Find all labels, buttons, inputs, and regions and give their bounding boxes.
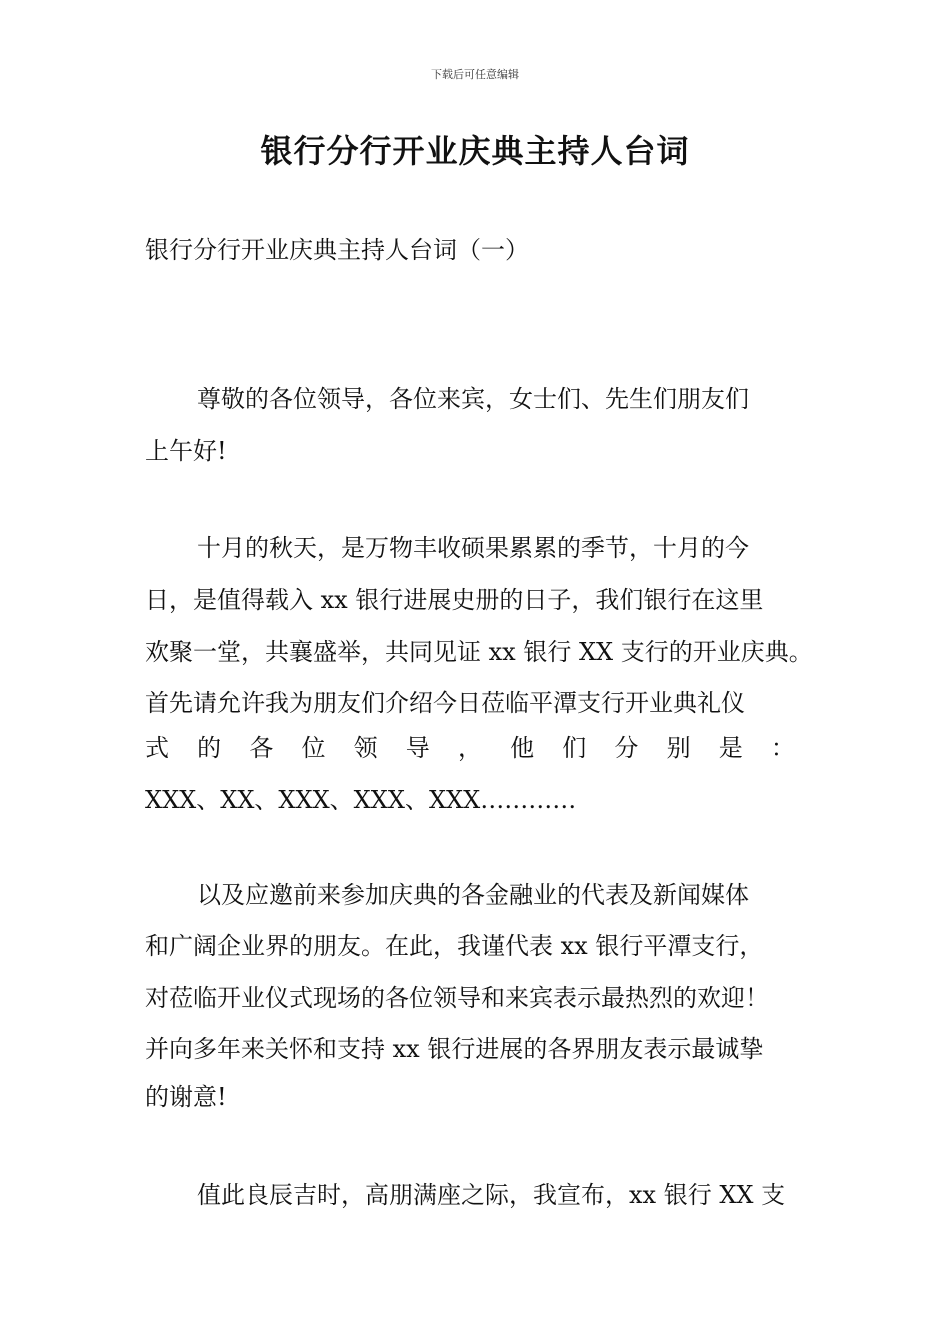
section-subtitle: 银行分行开业庆典主持人台词（一） (145, 236, 529, 264)
paragraph-line: 尊敬的各位领导，各位来宾，女士们、先生们朋友们 (197, 385, 749, 413)
spread-char: 位 (301, 734, 326, 762)
spread-char: 式 (145, 734, 169, 762)
paragraph-line: 和广阔企业界的朋友。在此，我谨代表 xx 银行平潭支行， (145, 932, 764, 960)
spread-char: 他 (510, 734, 535, 762)
header-note: 下载后可任意编辑 (431, 68, 519, 81)
spread-char: 是 (718, 734, 743, 762)
spread-char: 别 (666, 734, 691, 762)
paragraph-line: 的谢意! (145, 1083, 227, 1111)
spread-char: 们 (562, 734, 587, 762)
spread-char: 分 (614, 734, 639, 762)
paragraph-line: 日，是值得载入 xx 银行进展史册的日子，我们银行在这里 (145, 586, 764, 614)
spread-char: 各 (249, 734, 274, 762)
paragraph-line: 对莅临开业仪式现场的各位领导和来宾表示最热烈的欢迎！ (145, 984, 769, 1012)
document-title: 银行分行开业庆典主持人台词 (260, 132, 690, 170)
spread-char: ： (770, 734, 795, 762)
spread-char: 的 (197, 734, 222, 762)
paragraph-line: 以及应邀前来参加庆典的各金融业的代表及新闻媒体 (197, 881, 749, 909)
paragraph-line: 欢聚一堂，共襄盛举，共同见证 xx 银行 XX 支行的开业庆典。 (145, 638, 813, 666)
spread-char: 领 (353, 734, 378, 762)
spread-char: 导 (405, 734, 430, 762)
paragraph-line: 首先请允许我为朋友们介绍今日莅临平潭支行开业典礼仪 (145, 689, 745, 717)
paragraph-line: XXX、XX、XXX、XXX、XXX………… (145, 786, 577, 814)
paragraph-line: 值此良辰吉时，高朋满座之际，我宣布，xx 银行 XX 支 (197, 1181, 786, 1209)
paragraph-line: 十月的秋天，是万物丰收硕果累累的季节，十月的今 (197, 534, 749, 562)
paragraph-line: 并向多年来关怀和支持 xx 银行进展的各界朋友表示最诚挚 (145, 1035, 764, 1063)
spread-char: ， (457, 734, 482, 762)
paragraph-line: 上午好! (145, 437, 227, 465)
paragraph-line-spread (145, 731, 795, 765)
